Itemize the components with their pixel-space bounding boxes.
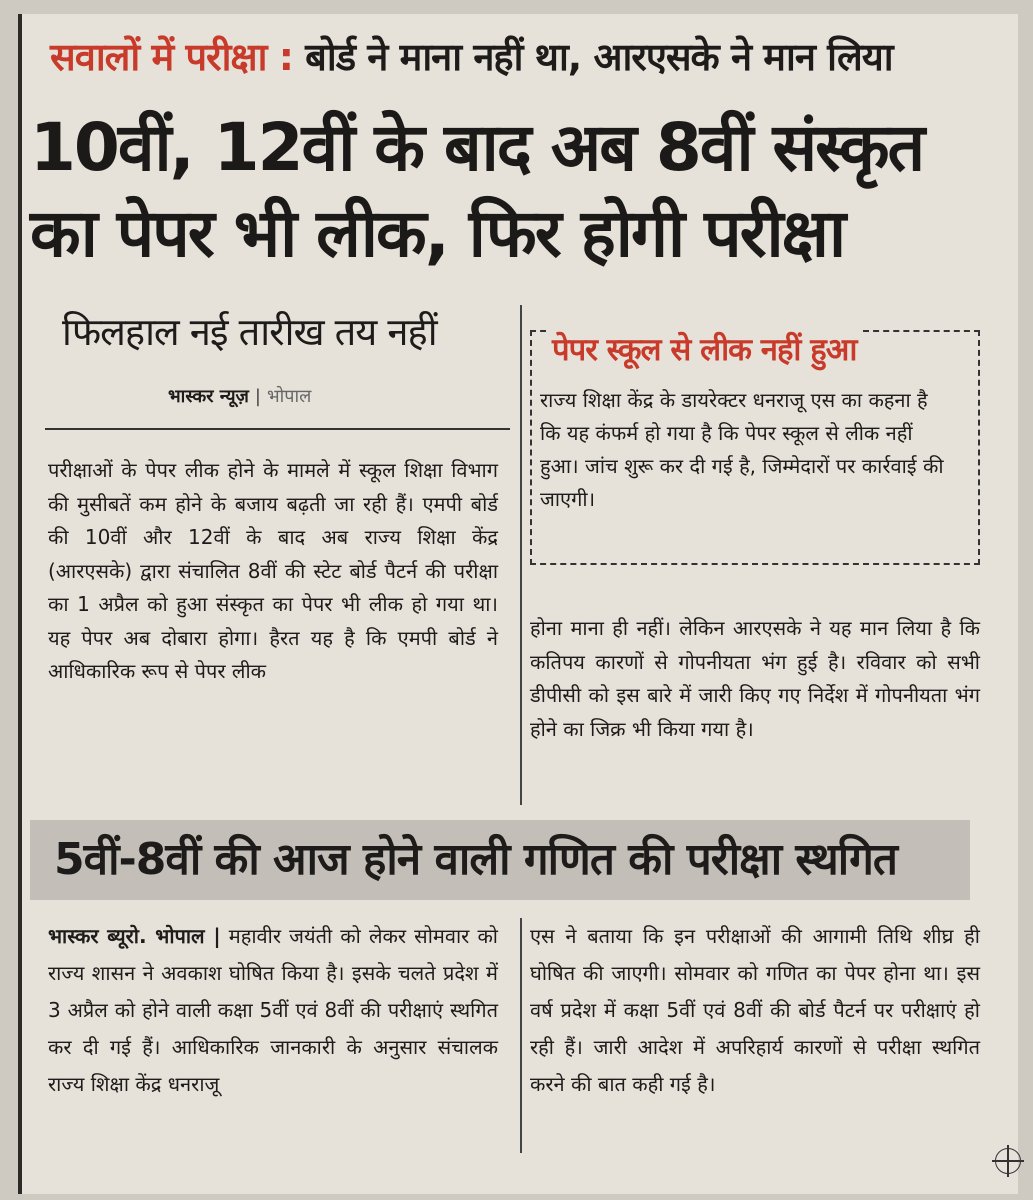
- kicker-line: [50, 30, 970, 82]
- second-story-dateline: भास्कर ब्यूरो. भोपाल |: [48, 924, 221, 948]
- kicker-label: सवालों में परीक्षा :: [50, 35, 293, 79]
- main-headline: [30, 105, 990, 277]
- bottom-column-divider: [520, 918, 522, 1153]
- column-divider: [520, 305, 522, 805]
- kicker-text: बोर्ड ने माना नहीं था, आरएसके ने मान लिया: [305, 35, 893, 79]
- sidebar-box-title: पेपर स्कूल से लीक नहीं हुआ: [546, 328, 862, 370]
- byline-agency: भास्कर न्यूज़: [168, 386, 249, 407]
- subheadline: फिलहाल नई तारीख तय नहीं: [62, 310, 437, 354]
- main-story-continuation: होना माना ही नहीं। लेकिन आरएसके ने यह मान लिया है कि कतिपय कारणों से गोपनीयता भंग हुई है। रविवार को सभी डीपीसी को इस बारे में जारी किए गए निर्देश में गोपनीयता भंग होने का जिक्र भी किया गया है।: [530, 616, 980, 741]
- second-story-left-column: [48, 918, 498, 1103]
- headline-line-2: का पेपर भी लीक, फिर होगी परीक्षा: [30, 195, 845, 272]
- second-story-right-column: एस ने बताया कि इन परीक्षाओं की आगामी तिथि शीघ्र ही घोषित की जाएगी। सोमवार को गणित का पेपर होना था। इस वर्ष प्रदेश में कक्षा 5वीं एवं 8वीं की बोर्ड पैटर्न पर परीक्षाएं हो रही हैं। जारी आदेश में अपरिहार्य कारणों से परीक्षा स्थगित करने की बात कही गई है।: [530, 924, 980, 1096]
- main-story-column: परीक्षाओं के पेपर लीक होने के मामले में स्कूल शिक्षा विभाग की मुसीबतें कम होने के बजाय बढ़ती जा रही हैं। एमपी बोर्ड की 10वीं और 12वीं के बाद अब राज्य शिक्षा केंद्र (आरएसके) द्वारा संचालित 8वीं की स्टेट बोर्ड पैटर्न की परीक्षा का 1 अप्रैल को हुआ संस्कृत का पेपर भी लीक हो गया था। यह पेपर अब दोबारा होगा। हैरत यह है कि एमपी बोर्ड ने आधिकारिक रूप से पेपर लीक: [48, 458, 498, 683]
- byline-rule: [45, 428, 510, 430]
- second-headline: 5वीं-8वीं की आज होने वाली गणित की परीक्षा स्थगित: [54, 834, 898, 885]
- byline-separator: |: [254, 386, 261, 407]
- byline-city: भोपाल: [266, 386, 312, 407]
- registration-mark-icon: [995, 1148, 1021, 1174]
- second-story-body-left: महावीर जयंती को लेकर सोमवार को राज्य शासन ने अवकाश घोषित किया है। इसके चलते प्रदेश में 3 अप्रैल को होने वाली कक्षा 5वीं एवं 8वीं की परीक्षाएं स्थगित कर दी गई हैं। आधिकारिक जानकारी के अनुसार संचालक राज्य शिक्षा केंद्र धनराजू: [48, 924, 498, 1096]
- byline: [168, 384, 311, 408]
- headline-line-1: 10वीं, 12वीं के बाद अब 8वीं संस्कृत: [30, 109, 924, 186]
- sidebar-box-body: राज्य शिक्षा केंद्र के डायरेक्टर धनराजू एस का कहना है कि यह कंफर्म हो गया है कि पेपर स्कूल से लीक नहीं हुआ। जांच शुरू कर दी गई है, जिम्मेदारों पर कार्रवाई की जाएगी।: [540, 388, 944, 511]
